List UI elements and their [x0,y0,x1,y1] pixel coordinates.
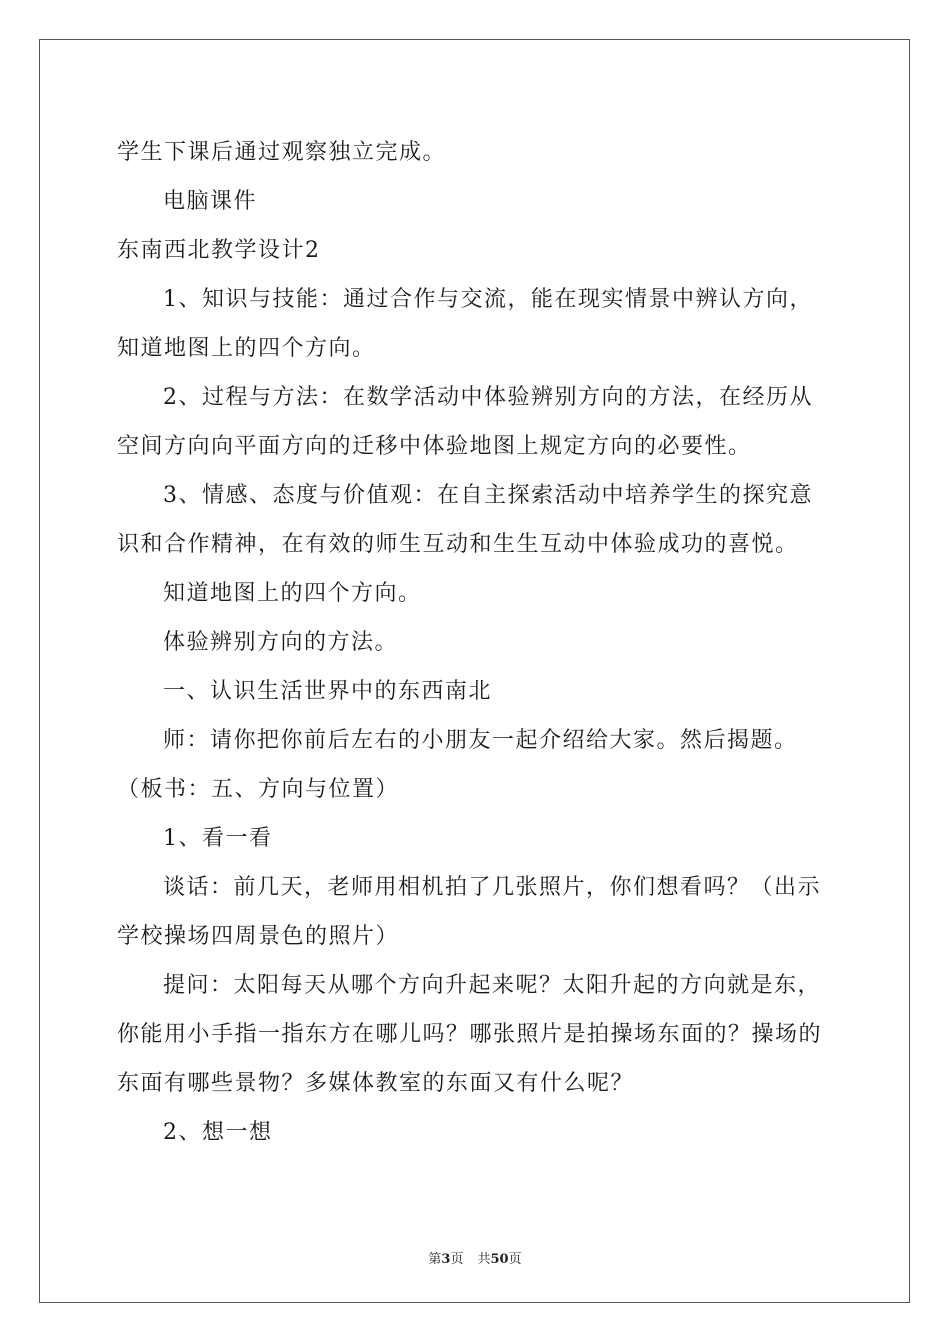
paragraph-line: 谈话：前几天，老师用相机拍了几张照片，你们想看吗？（出示 [163,875,822,900]
paragraph-line: 1、知识与技能：通过合作与交流，能在现实情景中辨认方向， [163,287,813,312]
footer-prefix: 第 [428,1252,442,1267]
paragraph-line: 识和合作精神，在有效的师生互动和生生互动中体验成功的喜悦。 [117,532,799,557]
page-footer [0,1248,950,1267]
section-title: 东南西北教学设计2 [117,238,321,263]
current-page-number: 3 [441,1252,451,1267]
paragraph-line: 师：请你把你前后左右的小朋友一起介绍给大家。然后揭题。 [163,728,798,753]
paragraph-line: 东面有哪些景物？多媒体教室的东面又有什么呢？ [117,1071,635,1096]
paragraph-line: 知道地图上的四个方向。 [117,336,376,361]
total-pages-number: 50 [490,1252,509,1267]
paragraph-line: 2、过程与方法：在数学活动中体验辨别方向的方法，在经历从 [163,385,813,410]
paragraph-line: 学生下课后通过观察独立完成。 [117,140,447,165]
paragraph-line: 电脑课件 [163,189,258,214]
paragraph-line: 空间方向向平面方向的迁移中体验地图上规定方向的必要性。 [117,434,752,459]
footer-page-suffix: 页 [450,1252,464,1267]
footer-total-suffix: 页 [508,1252,522,1267]
paragraph-line: 提问：太阳每天从哪个方向升起来呢？太阳升起的方向就是东， [163,973,822,998]
paragraph-line: 知道地图上的四个方向。 [163,581,422,606]
paragraph-line: 2、想一想 [163,1120,273,1145]
footer-total-prefix: 共 [477,1252,491,1267]
paragraph-line: 3、情感、态度与价值观：在自主探索活动中培养学生的探究意 [163,483,813,508]
paragraph-line: 你能用小手指一指东方在哪儿吗？哪张照片是拍操场东面的？操场的 [117,1022,823,1047]
paragraph-line: 学校操场四周景色的照片） [117,924,400,949]
document-body [117,128,837,1157]
paragraph-line: （板书：五、方向与位置） [117,777,400,802]
paragraph-line: 1、看一看 [163,826,273,851]
paragraph-line: 一、认识生活世界中的东西南北 [163,679,493,704]
paragraph-line: 体验辨别方向的方法。 [163,630,399,655]
